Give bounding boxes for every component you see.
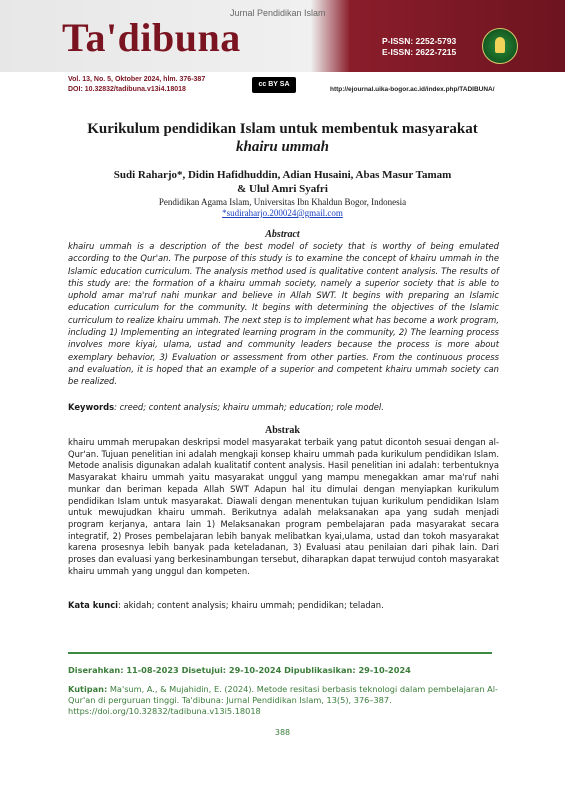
abstrak-indonesian-text: khairu ummah merupakan deskripsi model masyarakat terbaik yang patut dicontoh sesuai dengan al-Qur'an. Tujuan penelitian ini adalah mengkaji konsep khairu ummah pada kurikulum pendidikan Islam. Metode analisis digunakan adalah kualitatif content analysis. Hasil penelitian ini adalah: terbentuknya Masyarakat khairu ummah yaitu masyarakat unggul yang mampu menegakkan amar ma'ruf nahi munkar dan beriman kepada Allah SWT Adapun hal itu dimulai dengan menyiapkan kurikulum pendidikan Islam untuk masyarakat. Diawali dengan menentukan tujuan kurikulum pendidikan Islam untuk mewujudkan khairu ummah. Berikutnya adalah melaksanakan apa yang sudah menjadi program kerjanya, antara lain 1) Melaksanakan program pembelajaran pada masyarakat secara integratif, 2) Proses pembelajaran lebih banyak melibatkan kyai,ulama, ustad dan tokoh masyarakat karena prosesnya lebih banyak pada keteladanan, 3) Evaluasi atau penilaian dari pihak lain. Dari proses dan evaluasi yang berkesinambungan tersebut, diharapkan dapat terwujud contoh masyarakat khairu ummah yang unggul dan kompeten. — [68, 437, 499, 576]
e-issn: E-ISSN: 2622-7215 — [382, 47, 457, 57]
keywords-label: Keywords — [68, 402, 115, 412]
article-title — [40, 120, 525, 156]
kata-kunci-list: : akidah; content analysis; khairu ummah; pendidikan; teladan. — [118, 600, 384, 610]
keywords-list: : creed; content analysis; khairu ummah; education; role model. — [114, 402, 384, 412]
journal-header — [0, 0, 565, 100]
cc-license-badge-icon[interactable]: cc BY SA — [252, 77, 296, 93]
corresponding-email-link[interactable]: *sudiraharjo.200024@gmail.com — [222, 208, 343, 218]
journal-subtitle: Jurnal Pendidikan Islam — [230, 8, 326, 18]
journal-logo-title: Ta'dibuna — [62, 15, 241, 60]
abstract-english-text: khairu ummah is a description of the best model of society that is worthy of being emulated according to the Qur'an. The purpose of this study is to examine the concept of khairu ummah in the Islamic education curriculum. The analysis method used is qualitative content analysis. The results of this study are: the formation of a khairu ummah society, namely a superior society that is able to uphold amar ma'ruf nahi munkar and believe in Allah SWT. It begins with preparing an Islamic education curriculum for the community. It begins with determining the objectives of the Islamic curriculum to realize khairu ummah. The next step is to implement what has become a work program, including 1) Implementing an integrated learning program in the community, 2) The learning process involves more kiyai, ulama, ustad and community leaders because the process is more about exemplary behavior, 3) Evaluation or assessment from other parties. From the continuous process and evaluation, it is hoped that an example of a superior and competent khairu ummah society can be realized. — [68, 241, 499, 387]
abstract-heading: Abstract — [265, 229, 300, 240]
keywords-indonesian — [68, 600, 499, 610]
authors-line-1: Sudi Raharjo*, Didin Hafidhuddin, Adian Husaini, Abas Masur Tamam — [113, 169, 452, 181]
university-emblem-icon — [482, 28, 518, 64]
page-number: 388 — [274, 728, 291, 737]
authors — [40, 168, 525, 196]
citation-text: Ma'sum, A., & Mujahidin, E. (2024). Metode resitasi berbasis teknologi dalam pembelajaran Al-Qur'an di perguruan tinggi. Ta'dibuna: Jurnal Pendidikan Islam, 13(5), 376–387. https://doi.org/10.32832/tadibuna.v13i5.18018 — [68, 684, 498, 716]
issn-block — [382, 36, 456, 58]
abstrak-heading: Abstrak — [264, 425, 300, 436]
authors-line-2: & Ulul Amri Syafri — [237, 183, 328, 195]
p-issn: P-ISSN: 2252-5793 — [382, 36, 457, 46]
keywords-english — [68, 402, 499, 412]
journal-url-link[interactable]: http://ejournal.uika-bogor.ac.id/index.php/TADIBUNA/ — [330, 86, 495, 93]
kata-kunci-label: Kata kunci — [68, 600, 119, 610]
footer-divider — [68, 652, 492, 654]
volume-line: Vol. 13, No. 5, Oktober 2024, hlm. 376-387 — [68, 76, 206, 83]
publication-dates: Diserahkan: 11-08-2023 Disetujui: 29-10-2024 Dipublikasikan: 29-10-2024 — [68, 665, 411, 675]
citation-label: Kutipan: — [68, 684, 108, 694]
doi-line: DOI: 10.32832/tadibuna.v13i4.18018 — [68, 86, 186, 93]
title-line-2: khairu ummah — [236, 139, 329, 155]
citation-block — [68, 684, 499, 717]
volume-info — [68, 75, 205, 95]
affiliation: Pendidikan Agama Islam, Universitas Ibn Khaldun Bogor, Indonesia — [158, 197, 407, 207]
title-line-1: Kurikulum pendidikan Islam untuk membentuk masyarakat — [87, 121, 478, 137]
